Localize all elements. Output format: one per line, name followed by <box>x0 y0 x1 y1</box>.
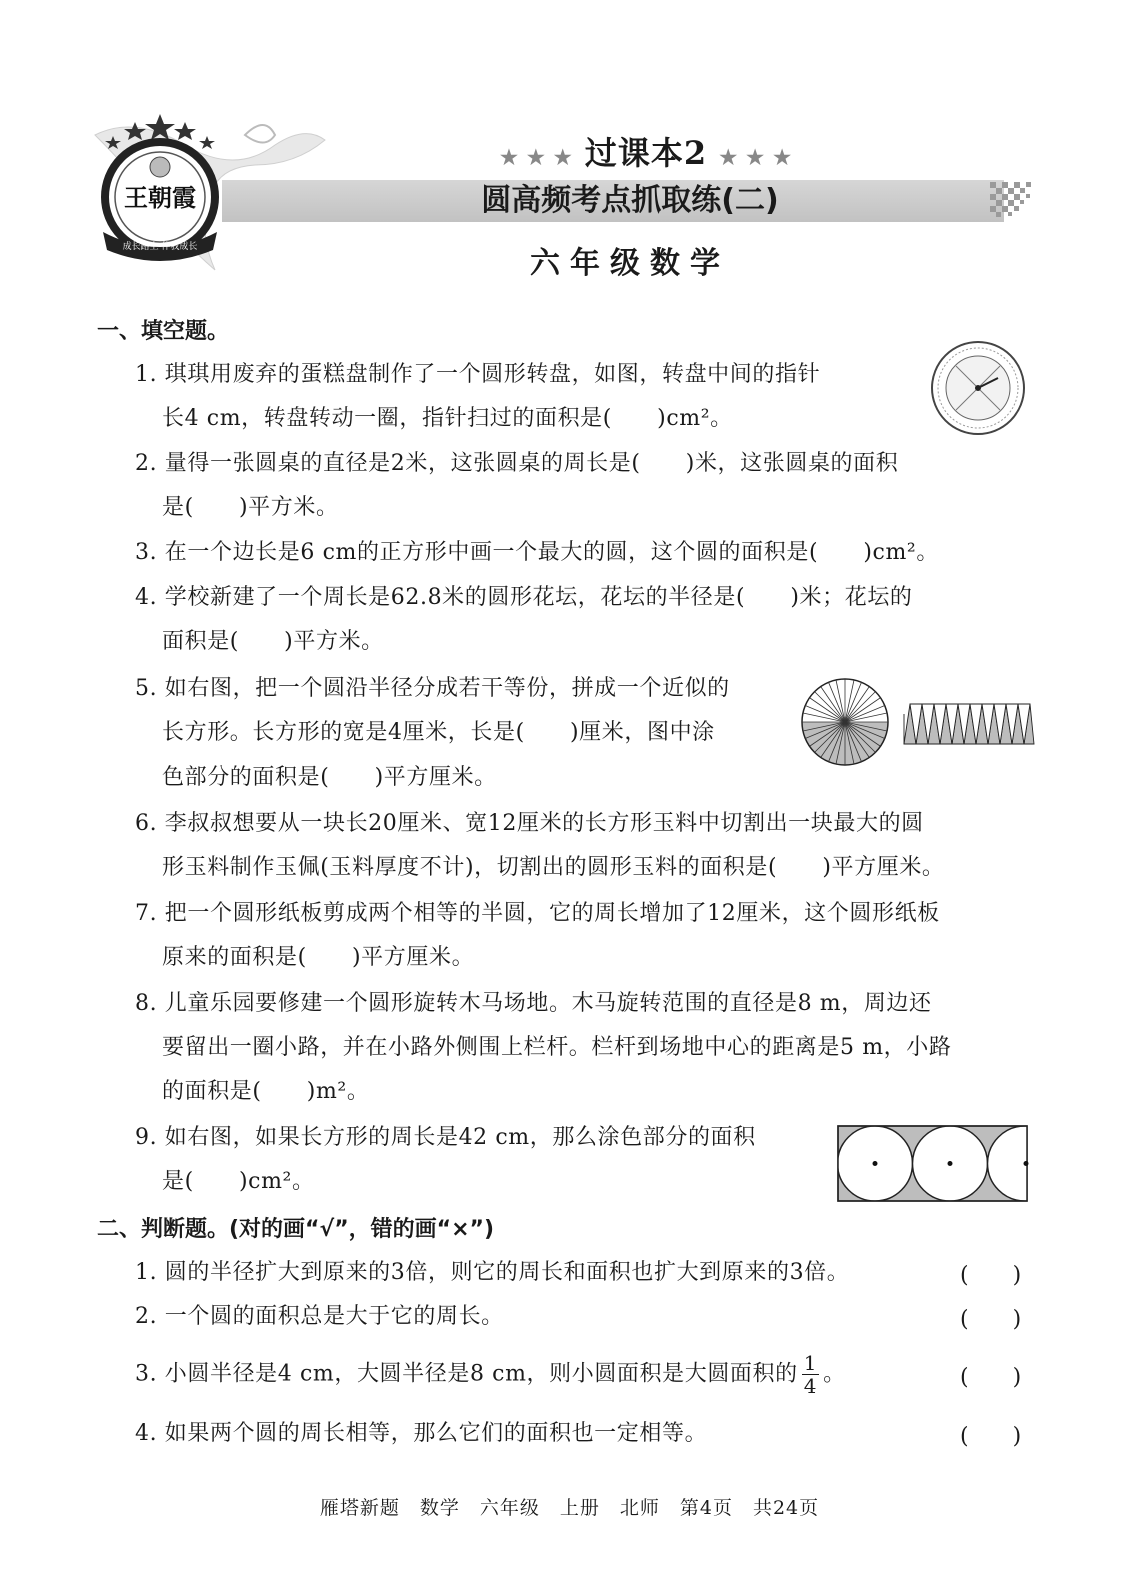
answer-paren[interactable]: ( ) <box>960 1263 1022 1288</box>
fraction-numerator: 1 <box>803 1351 818 1375</box>
sector-circle-figure <box>800 677 890 767</box>
section-heading-fill-in: 一、填空题。 <box>97 319 230 344</box>
question-line: 8. 儿童乐园要修建一个圆形旋转木马场地。木马旋转范围的直径是8 m，周边还 <box>135 991 932 1016</box>
question-line: 7. 把一个圆形纸板剪成两个相等的半圆，它的周长增加了12厘米，这个圆形纸板 <box>135 901 940 926</box>
fraction-tail: 。 <box>823 1361 846 1387</box>
judge-item-with-fraction <box>135 1352 846 1397</box>
question-line: 原来的面积是( )平方厘米。 <box>162 945 475 970</box>
question-line: 的面积是( )m²。 <box>162 1079 370 1104</box>
spinner-figure <box>930 340 1026 436</box>
answer-paren[interactable]: ( ) <box>960 1307 1022 1332</box>
answer-paren[interactable]: ( ) <box>960 1424 1022 1449</box>
fraction-denominator: 4 <box>803 1374 818 1398</box>
question-line: 长方形。长方形的宽是4厘米，长是( )厘米，图中涂 <box>162 720 715 745</box>
question-line: 色部分的面积是( )平方厘米。 <box>162 765 497 790</box>
question-line: 3. 在一个边长是6 cm的正方形中画一个最大的圆，这个圆的面积是( )cm²。 <box>135 540 939 565</box>
answer-paren[interactable]: ( ) <box>960 1365 1022 1390</box>
question-line: 2. 量得一张圆桌的直径是2米，这张圆桌的周长是( )米，这张圆桌的面积 <box>135 451 899 476</box>
question-line: 形玉料制作玉佩(玉料厚度不计)，切割出的圆形玉料的面积是( )平方厘米。 <box>162 855 945 880</box>
judge-item: 2. 一个圆的面积总是大于它的周长。 <box>135 1304 504 1329</box>
question-line: 9. 如右图，如果长方形的周长是42 cm，那么涂色部分的面积 <box>135 1125 756 1150</box>
fraction <box>802 1352 819 1397</box>
rectangle-circles-figure <box>837 1125 1030 1203</box>
question-line: 要留出一圈小路，并在小路外侧围上栏杆。栏杆到场地中心的距离是5 m，小路 <box>162 1035 952 1060</box>
question-line: 是( )cm²。 <box>162 1169 315 1194</box>
page-title: 圆高频考点抓取练(二) <box>481 183 779 218</box>
question-line: 1. 琪琪用废弃的蛋糕盘制作了一个圆形转盘，如图，转盘中间的指针 <box>135 362 821 387</box>
question-line: 6. 李叔叔想要从一块长20厘米、宽12厘米的长方形玉料中切割出一块最大的圆 <box>135 811 924 836</box>
star-icon: ★ ★ ★ <box>719 145 792 169</box>
page-subtitle: 六年级数学 <box>530 246 730 281</box>
series-title <box>500 128 792 174</box>
series-label: 过课本2 <box>584 134 708 172</box>
question-line: 面积是( )平方米。 <box>162 629 384 654</box>
judge-item: 4. 如果两个圆的周长相等，那么它们的面积也一定相等。 <box>135 1421 708 1446</box>
approx-rectangle-figure <box>902 702 1036 746</box>
page-footer: 雁塔新题 数学 六年级 上册 北师 第4页 共24页 <box>319 1497 820 1519</box>
judge-item: 1. 圆的半径扩大到原来的3倍，则它的周长和面积也扩大到原来的3倍。 <box>135 1260 850 1285</box>
logo-name: 王朝霞 <box>124 183 196 212</box>
question-line: 长4 cm，转盘转动一圈，指针扫过的面积是( )cm²。 <box>162 406 733 431</box>
judge-item: 3. 小圆半径是4 cm，大圆半径是8 cm，则小圆面积是大圆面积的 <box>135 1361 798 1387</box>
question-line: 4. 学校新建了一个周长是62.8米的圆形花坛，花坛的半径是( )米；花坛的 <box>135 585 913 610</box>
question-line: 是( )平方米。 <box>162 495 339 520</box>
question-line: 5. 如右图，把一个圆沿半径分成若干等份，拼成一个近似的 <box>135 676 730 701</box>
star-icon: ★ ★ ★ <box>500 145 573 169</box>
logo-slogan: 成长路上 伴我成长 <box>122 242 198 252</box>
section-heading-true-false: 二、判断题。(对的画“√”，错的画“×”) <box>97 1217 495 1242</box>
brand-logo-icon <box>95 112 225 262</box>
checker-decoration <box>990 178 1038 224</box>
